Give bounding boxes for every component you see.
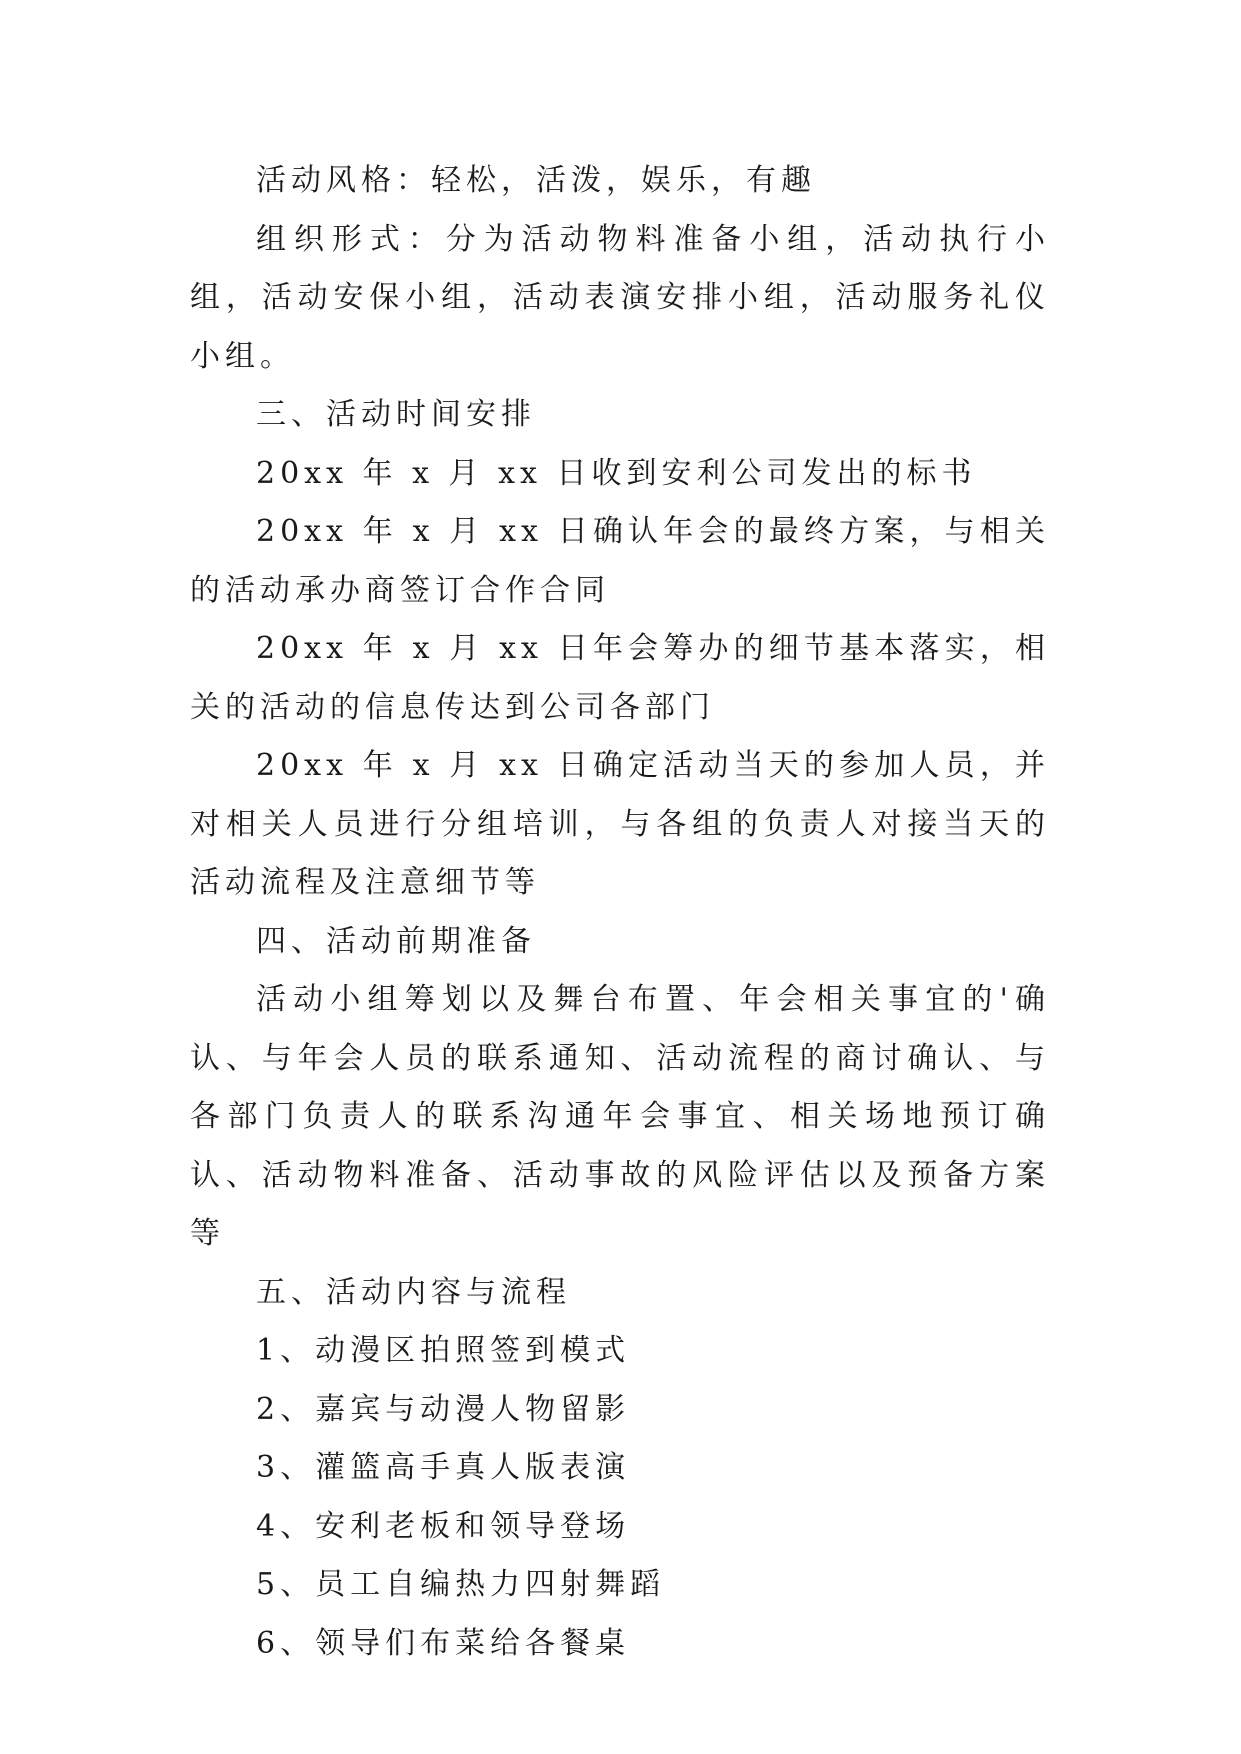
list-item-flow: 2、嘉宾与动漫人物留影 (256, 1391, 631, 1427)
paragraph-preparation: 活动小组筹划以及舞台布置、年会相关事宜的'确认、与年会人员的联系通知、活动流程的商讨确认、与各部门负责人的联系沟通年会事宜、相关场地预订确认、活动物料准备、活动事故的风险评估以及预备方案等 (190, 982, 1050, 1251)
list-item-flow: 4、安利老板和领导登场 (256, 1508, 631, 1544)
list-item-flow: 6、领导们布菜给各餐桌 (256, 1625, 631, 1661)
paragraph-schedule-item: 20xx 年 x 月 xx 日年会筹办的细节基本落实，相关的活动的信息传达到公司各部门 (190, 631, 1050, 725)
paragraph-schedule-item: 20xx 年 x 月 xx 日确定活动当天的参加人员，并对相关人员进行分组培训，与各组的负责人对接当天的活动流程及注意细节等 (190, 748, 1050, 900)
section-heading-preparation: 四、活动前期准备 (256, 923, 536, 959)
paragraph-organization-form: 组织形式：分为活动物料准备小组，活动执行小组，活动安保小组，活动表演安排小组，活动服务礼仪小组。 (190, 221, 1050, 374)
paragraph-activity-style: 活动风格：轻松，活泼，娱乐，有趣 (256, 163, 816, 198)
document-body (190, 152, 1050, 1673)
list-item-flow: 3、灌篮高手真人版表演 (256, 1450, 631, 1485)
list-item-flow: 1、动漫区拍照签到模式 (256, 1333, 631, 1368)
paragraph-schedule-item: 20xx 年 x 月 xx 日确认年会的最终方案，与相关的活动承办商签订合作合同 (190, 514, 1050, 608)
section-heading-schedule: 三、活动时间安排 (256, 397, 536, 432)
section-heading-content-flow: 五、活动内容与流程 (256, 1274, 571, 1310)
paragraph-schedule-item: 20xx 年 x 月 xx 日收到安利公司发出的标书 (256, 455, 977, 491)
list-item-flow: 5、员工自编热力四射舞蹈 (256, 1567, 666, 1602)
